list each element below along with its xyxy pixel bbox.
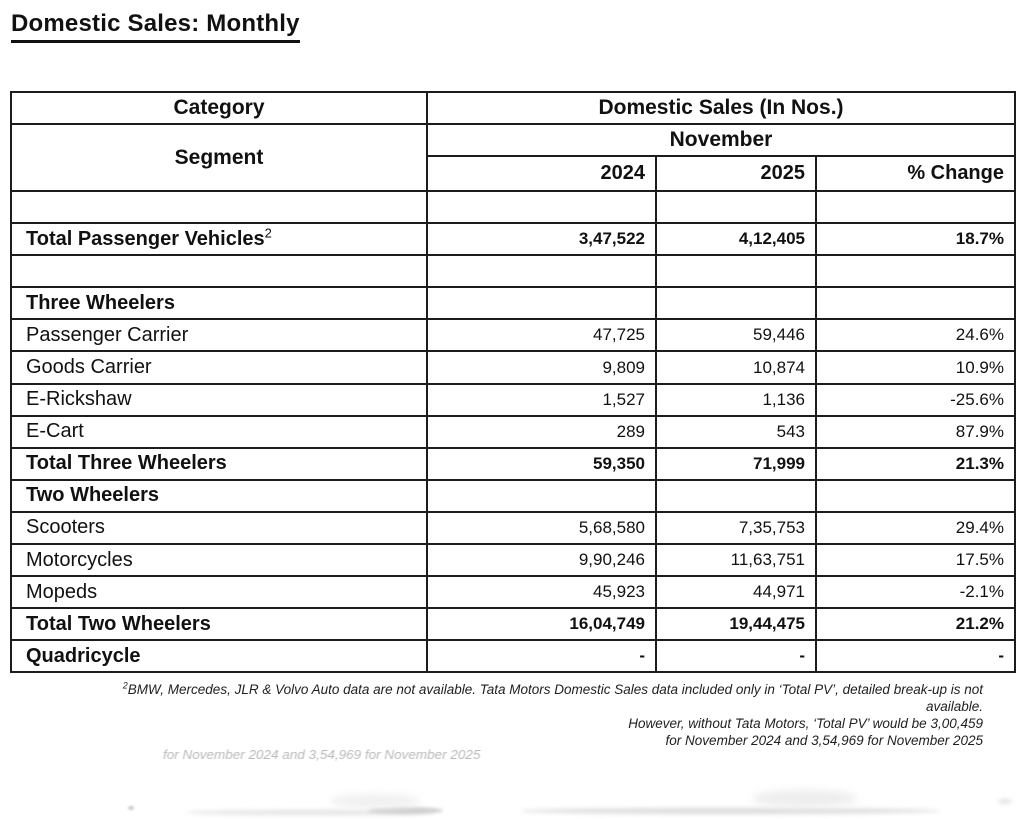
cell-value-2025 — [656, 512, 816, 544]
value-2025-text: 44,971 — [753, 582, 805, 602]
segment-label-text: Passenger Carrier — [26, 323, 189, 346]
cell-segment-label — [11, 544, 427, 576]
value-2024-text: - — [639, 646, 645, 666]
value-2025-text: 1,136 — [762, 389, 805, 409]
cell-value-2025 — [656, 480, 816, 512]
header-cell-2025: 2025 — [656, 156, 816, 191]
percent-change-text: 24.6% — [955, 325, 1004, 345]
value-2024-text: 9,90,246 — [578, 550, 645, 570]
header-cell-domestic-sales: Domestic Sales (In Nos.) — [427, 92, 1015, 124]
cell-segment-label — [11, 287, 427, 319]
segment-label-text: Scooters — [26, 516, 105, 539]
segment-label-text: Quadricycle — [26, 644, 141, 667]
cell-percent-change — [816, 384, 1015, 416]
segment-label-text: Goods Carrier — [26, 356, 152, 379]
percent-change-text: 21.3% — [955, 453, 1004, 473]
cell-value-2025 — [656, 191, 816, 223]
value-2025-text: - — [799, 646, 805, 666]
cell-segment-label — [11, 384, 427, 416]
percent-change-text: -2.1% — [959, 582, 1004, 602]
header-cell-segment: Segment — [11, 124, 427, 191]
value-2024-text: 47,725 — [593, 325, 645, 345]
table-row — [11, 576, 1015, 608]
cell-segment-label — [11, 223, 427, 255]
value-2024-text: 289 — [616, 421, 645, 441]
segment-label-text: Total Three Wheelers — [26, 452, 227, 475]
value-2024-text: 45,923 — [593, 582, 645, 602]
value-2024-text: 16,04,749 — [569, 614, 645, 634]
segment-superscript: 2 — [264, 224, 272, 240]
cell-percent-change — [816, 480, 1015, 512]
header-row-month — [11, 124, 1015, 156]
percent-change-text: 18.7% — [955, 229, 1004, 249]
cell-percent-change — [816, 255, 1015, 287]
cell-value-2025 — [656, 608, 816, 640]
cell-value-2024 — [427, 223, 656, 255]
cell-value-2024 — [427, 544, 656, 576]
value-2025-text: 10,874 — [753, 357, 805, 377]
footnote-line-1 — [83, 681, 983, 715]
percent-change-text: 29.4% — [955, 517, 1004, 537]
domestic-sales-table — [10, 91, 1016, 673]
value-2025-text: 7,35,753 — [738, 517, 805, 537]
cell-segment-label — [11, 416, 427, 448]
percent-change-text: 21.2% — [955, 614, 1004, 634]
cell-value-2024 — [427, 576, 656, 608]
value-2025-text: 19,44,475 — [729, 614, 805, 634]
header-cell-category: Category — [11, 92, 427, 124]
value-2024-text: 9,809 — [602, 357, 645, 377]
cell-value-2024 — [427, 287, 656, 319]
table-row — [11, 191, 1015, 223]
table-row — [11, 640, 1015, 672]
table-row — [11, 384, 1015, 416]
header-cell-2024: 2024 — [427, 156, 656, 191]
cell-value-2024 — [427, 319, 656, 351]
cell-segment-label — [11, 191, 427, 223]
footnote-line-2: However, without Tata Motors, ‘Total PV’ would be 3,00,459 — [628, 716, 983, 731]
scan-artifact — [128, 806, 134, 810]
cell-segment-label — [11, 255, 427, 287]
table-row — [11, 512, 1015, 544]
value-2024-text: 3,47,522 — [578, 229, 645, 249]
table-row — [11, 287, 1015, 319]
table-row — [11, 448, 1015, 480]
scan-ghost-text: for November 2024 and 3,54,969 for November 2025 — [163, 747, 481, 762]
cell-value-2024 — [427, 448, 656, 480]
cell-segment-label — [11, 319, 427, 351]
value-2025-text: 71,999 — [753, 453, 805, 473]
scan-artifact — [998, 799, 1012, 804]
scan-artifact — [330, 794, 420, 808]
cell-value-2024 — [427, 351, 656, 383]
segment-label-text: E-Rickshaw — [26, 388, 132, 411]
cell-value-2024 — [427, 255, 656, 287]
cell-percent-change — [816, 512, 1015, 544]
cell-segment-label — [11, 448, 427, 480]
table-row — [11, 608, 1015, 640]
cell-segment-label — [11, 608, 427, 640]
cell-segment-label — [11, 640, 427, 672]
table-row — [11, 255, 1015, 287]
cell-value-2025 — [656, 351, 816, 383]
header-row-category — [11, 92, 1015, 124]
cell-percent-change — [816, 287, 1015, 319]
cell-value-2024 — [427, 640, 656, 672]
cell-segment-label — [11, 576, 427, 608]
cell-percent-change — [816, 608, 1015, 640]
cell-value-2025 — [656, 544, 816, 576]
value-2024-text: 59,350 — [593, 453, 645, 473]
cell-value-2025 — [656, 640, 816, 672]
page-title: Domestic Sales: Monthly — [11, 10, 300, 43]
table-row — [11, 544, 1015, 576]
cell-percent-change — [816, 319, 1015, 351]
segment-label-text: Total Passenger Vehicles — [26, 227, 265, 250]
cell-percent-change — [816, 351, 1015, 383]
cell-segment-label — [11, 351, 427, 383]
cell-percent-change — [816, 640, 1015, 672]
percent-change-text: 87.9% — [955, 421, 1004, 441]
table-row — [11, 416, 1015, 448]
table-row — [11, 319, 1015, 351]
cell-percent-change — [816, 448, 1015, 480]
segment-label-text: Mopeds — [26, 580, 98, 603]
cell-value-2025 — [656, 223, 816, 255]
cell-value-2025 — [656, 416, 816, 448]
cell-segment-label — [11, 512, 427, 544]
cell-value-2025 — [656, 255, 816, 287]
value-2025-text: 59,446 — [753, 325, 805, 345]
table-row — [11, 351, 1015, 383]
cell-percent-change — [816, 416, 1015, 448]
footnote-line-3: for November 2024 and 3,54,969 for November 2025 — [665, 733, 983, 748]
cell-value-2025 — [656, 287, 816, 319]
header-cell-month: November — [427, 124, 1015, 156]
footnote-superscript: 2 — [122, 680, 128, 691]
value-2024-text: 5,68,580 — [578, 517, 645, 537]
cell-value-2025 — [656, 384, 816, 416]
segment-label-text: Three Wheelers — [26, 291, 175, 314]
value-2024-text: 1,527 — [602, 389, 645, 409]
scan-artifact — [368, 807, 443, 814]
cell-value-2025 — [656, 319, 816, 351]
cell-value-2024 — [427, 384, 656, 416]
footnote-line-1-text: BMW, Mercedes, JLR & Volvo Auto data are not available. Tata Motors Domestic Sales data included only in ‘Total PV’, detailed break-up is not available. — [127, 682, 983, 714]
cell-value-2024 — [427, 480, 656, 512]
segment-label-text: E-Cart — [26, 420, 84, 443]
segment-label-text: Motorcycles — [26, 548, 133, 571]
cell-value-2025 — [656, 448, 816, 480]
percent-change-text: 17.5% — [955, 550, 1004, 570]
cell-value-2024 — [427, 191, 656, 223]
cell-percent-change — [816, 544, 1015, 576]
cell-percent-change — [816, 223, 1015, 255]
cell-value-2024 — [427, 512, 656, 544]
header-cell-change: % Change — [816, 156, 1015, 191]
value-2025-text: 4,12,405 — [738, 229, 805, 249]
percent-change-text: -25.6% — [950, 389, 1004, 409]
footnote — [83, 681, 983, 749]
table-header — [11, 92, 1015, 191]
cell-value-2024 — [427, 416, 656, 448]
value-2025-text: 543 — [776, 421, 805, 441]
percent-change-text: - — [998, 646, 1004, 666]
cell-value-2025 — [656, 576, 816, 608]
scan-artifact — [752, 790, 857, 807]
percent-change-text: 10.9% — [955, 357, 1004, 377]
cell-value-2024 — [427, 608, 656, 640]
scan-artifact — [520, 808, 940, 814]
cell-percent-change — [816, 191, 1015, 223]
table-row — [11, 480, 1015, 512]
table-body — [11, 191, 1015, 672]
value-2025-text: 11,63,751 — [730, 550, 805, 570]
segment-label-text: Two Wheelers — [26, 484, 159, 507]
cell-percent-change — [816, 576, 1015, 608]
cell-segment-label — [11, 480, 427, 512]
segment-label-text: Total Two Wheelers — [26, 612, 211, 635]
table-row — [11, 223, 1015, 255]
